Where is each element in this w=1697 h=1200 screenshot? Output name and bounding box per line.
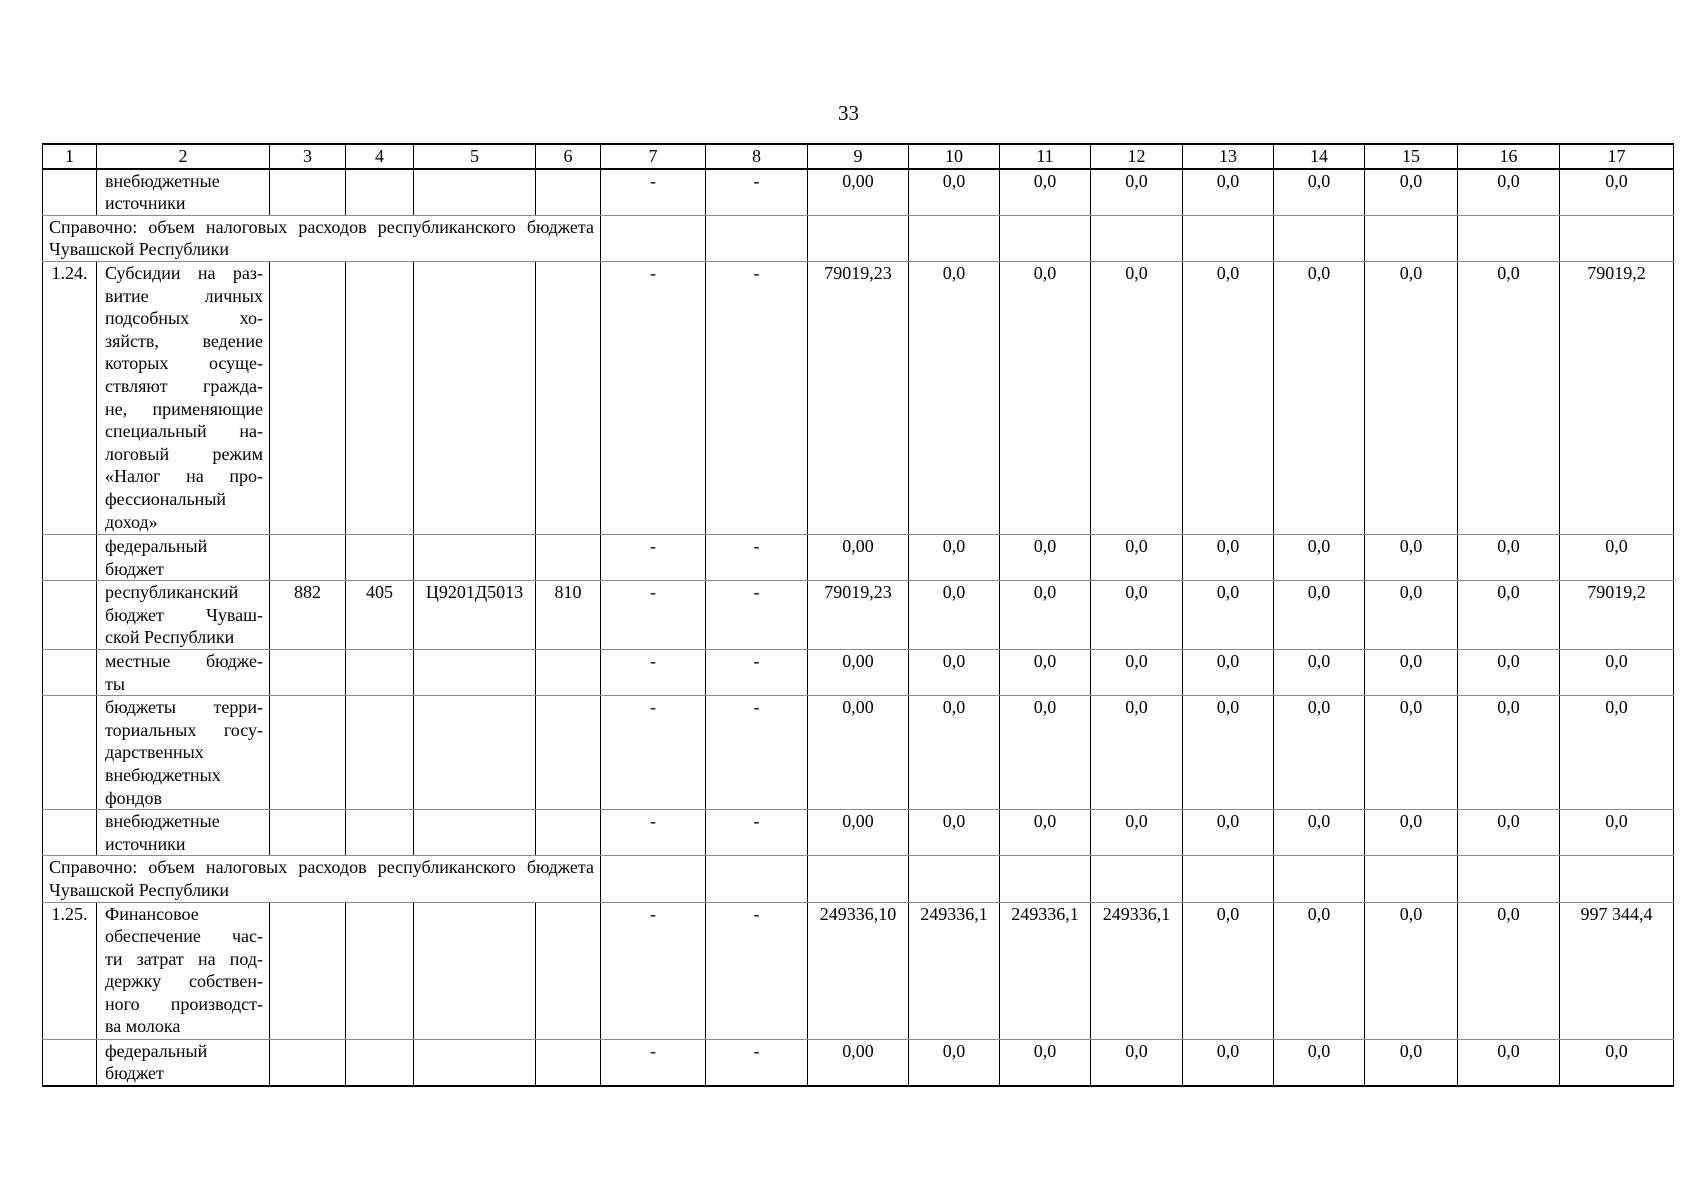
value-cell <box>414 169 536 216</box>
item-number <box>43 1039 97 1086</box>
value-cell: 0,0 <box>1091 696 1183 810</box>
page-number: 33 <box>838 101 859 125</box>
description-line: ты <box>105 673 125 694</box>
empty-cell <box>909 856 1000 902</box>
value-cell: 0,0 <box>1183 696 1274 810</box>
value-cell: 0,00 <box>808 696 909 810</box>
value-cell: 0,0 <box>1183 810 1274 856</box>
empty-cell <box>601 856 706 902</box>
column-header: 16 <box>1458 144 1560 169</box>
value-cell: - <box>706 169 808 216</box>
value-cell <box>414 534 536 580</box>
value-cell <box>270 261 346 534</box>
description-line: зяйств, ведение <box>105 330 263 351</box>
value-cell <box>270 696 346 810</box>
value-cell <box>270 534 346 580</box>
value-cell: 0,0 <box>1458 261 1560 534</box>
description-line: федеральный <box>105 1040 208 1061</box>
column-header: 6 <box>536 144 601 169</box>
column-header: 3 <box>270 144 346 169</box>
value-cell: - <box>601 696 706 810</box>
value-cell: - <box>601 810 706 856</box>
item-description <box>97 261 270 534</box>
empty-cell <box>1183 215 1274 261</box>
value-cell: - <box>601 534 706 580</box>
value-cell: 0,0 <box>1560 810 1674 856</box>
budget-table <box>42 143 1674 1087</box>
value-cell <box>536 902 601 1039</box>
value-cell <box>414 1039 536 1086</box>
value-cell <box>270 649 346 695</box>
value-cell: 0,0 <box>1183 1039 1274 1086</box>
value-cell: 0,0 <box>1365 581 1458 650</box>
value-cell: - <box>706 534 808 580</box>
value-cell: 405 <box>346 581 414 650</box>
empty-cell <box>1091 856 1183 902</box>
value-cell <box>270 902 346 1039</box>
value-cell <box>346 261 414 534</box>
description-line: ва молока <box>105 1016 181 1037</box>
value-cell: - <box>601 581 706 650</box>
value-cell: 0,0 <box>1365 169 1458 216</box>
empty-cell <box>1274 856 1365 902</box>
item-number: 1.25. <box>43 902 97 1039</box>
empty-cell <box>601 215 706 261</box>
description-line: специальный на- <box>105 421 263 442</box>
description-line: внебюджетные <box>105 170 220 191</box>
value-cell: 0,0 <box>1183 534 1274 580</box>
column-header: 15 <box>1365 144 1458 169</box>
value-cell: 0,0 <box>1183 649 1274 695</box>
table-row <box>43 696 1674 810</box>
value-cell: - <box>601 261 706 534</box>
item-number <box>43 696 97 810</box>
empty-cell <box>1000 856 1091 902</box>
description-line: внебюджетные <box>105 811 220 832</box>
value-cell: 0,0 <box>909 169 1000 216</box>
description-line: доход» <box>105 511 158 532</box>
table-row <box>43 649 1674 695</box>
value-cell: 0,0 <box>1365 810 1458 856</box>
empty-cell <box>706 215 808 261</box>
empty-cell <box>808 215 909 261</box>
value-cell <box>346 696 414 810</box>
description-line: источники <box>105 833 186 854</box>
value-cell: - <box>601 169 706 216</box>
value-cell: Ц9201Д5013 <box>414 581 536 650</box>
value-cell: 0,0 <box>1458 696 1560 810</box>
value-cell: 0,0 <box>1458 902 1560 1039</box>
value-cell: - <box>706 581 808 650</box>
value-cell: 0,0 <box>1091 1039 1183 1086</box>
description-line: витие личных <box>105 285 263 306</box>
description-line: бюджет <box>105 1063 164 1084</box>
description-line: фондов <box>105 787 162 808</box>
header-row <box>43 144 1674 169</box>
value-cell: 0,0 <box>1560 169 1674 216</box>
empty-cell <box>1458 856 1560 902</box>
value-cell: 0,0 <box>1274 169 1365 216</box>
description-line: Субсидии на раз- <box>105 262 263 283</box>
item-number: 1.24. <box>43 261 97 534</box>
value-cell: 0,0 <box>909 649 1000 695</box>
value-cell: 249336,1 <box>909 902 1000 1039</box>
empty-cell <box>1274 215 1365 261</box>
value-cell: 0,00 <box>808 534 909 580</box>
column-header: 2 <box>97 144 270 169</box>
value-cell <box>346 534 414 580</box>
value-cell: 0,0 <box>909 696 1000 810</box>
description-line: обеспечение час- <box>105 926 263 947</box>
value-cell: 0,0 <box>1091 810 1183 856</box>
value-cell: 79019,23 <box>808 261 909 534</box>
value-cell: 0,0 <box>1458 534 1560 580</box>
value-cell <box>414 261 536 534</box>
table-row <box>43 1039 1674 1086</box>
value-cell: 0,0 <box>1091 649 1183 695</box>
value-cell <box>346 169 414 216</box>
description-line: источники <box>105 193 186 214</box>
value-cell: 0,0 <box>909 810 1000 856</box>
description-line: Финансовое <box>105 903 199 924</box>
description-line: не, применяющие <box>105 398 263 419</box>
value-cell: 0,0 <box>1458 169 1560 216</box>
value-cell <box>270 810 346 856</box>
description-line: бюджет Чуваш- <box>105 604 263 625</box>
value-cell: 0,00 <box>808 810 909 856</box>
value-cell <box>536 1039 601 1086</box>
value-cell: 0,0 <box>1274 261 1365 534</box>
value-cell: 0,0 <box>1274 649 1365 695</box>
value-cell <box>414 649 536 695</box>
value-cell: 0,0 <box>1274 534 1365 580</box>
column-header: 14 <box>1274 144 1365 169</box>
empty-cell <box>1458 215 1560 261</box>
value-cell: 0,0 <box>1091 169 1183 216</box>
value-cell: 0,0 <box>1458 581 1560 650</box>
description-line: ской Республики <box>105 627 235 648</box>
value-cell <box>270 1039 346 1086</box>
description-line: ствляют гражда- <box>105 375 263 396</box>
value-cell: 0,00 <box>808 169 909 216</box>
item-description <box>97 902 270 1039</box>
value-cell: 0,0 <box>1560 1039 1674 1086</box>
value-cell: 0,0 <box>909 581 1000 650</box>
table-row <box>43 810 1674 856</box>
value-cell: 0,0 <box>1365 902 1458 1039</box>
reference-text: Справочно: объем налоговых расходов республиканского бюджета Чувашской Республики <box>43 856 601 902</box>
empty-cell <box>1183 856 1274 902</box>
value-cell: 0,00 <box>808 1039 909 1086</box>
empty-cell <box>706 856 808 902</box>
value-cell: - <box>706 696 808 810</box>
value-cell: 0,0 <box>1458 1039 1560 1086</box>
value-cell: 0,0 <box>909 261 1000 534</box>
value-cell: 0,0 <box>1274 1039 1365 1086</box>
column-header: 7 <box>601 144 706 169</box>
empty-cell <box>1091 215 1183 261</box>
value-cell: 79019,2 <box>1560 261 1674 534</box>
value-cell: 810 <box>536 581 601 650</box>
value-cell: 0,0 <box>1183 581 1274 650</box>
value-cell <box>346 902 414 1039</box>
value-cell: 0,0 <box>1458 810 1560 856</box>
value-cell <box>414 810 536 856</box>
table-row <box>43 261 1674 534</box>
value-cell: - <box>706 902 808 1039</box>
value-cell <box>346 649 414 695</box>
value-cell: 0,0 <box>1365 649 1458 695</box>
description-line: внебюджетных <box>105 764 221 785</box>
column-header: 1 <box>43 144 97 169</box>
value-cell: 0,0 <box>1365 1039 1458 1086</box>
column-header: 13 <box>1183 144 1274 169</box>
value-cell <box>536 261 601 534</box>
value-cell: 249336,10 <box>808 902 909 1039</box>
column-header: 11 <box>1000 144 1091 169</box>
empty-cell <box>1560 215 1674 261</box>
item-description <box>97 581 270 650</box>
value-cell: 0,0 <box>1274 581 1365 650</box>
description-line: «Налог на про- <box>105 466 263 487</box>
reference-text: Справочно: объем налоговых расходов республиканского бюджета Чувашской Республики <box>43 215 601 261</box>
value-cell: 0,0 <box>1274 902 1365 1039</box>
item-description <box>97 810 270 856</box>
value-cell: 882 <box>270 581 346 650</box>
value-cell: 0,0 <box>1000 261 1091 534</box>
value-cell <box>536 696 601 810</box>
value-cell: 0,0 <box>1274 810 1365 856</box>
description-line: ти затрат на под- <box>105 948 263 969</box>
column-header: 10 <box>909 144 1000 169</box>
value-cell <box>414 902 536 1039</box>
description-line: местные бюдже- <box>105 650 263 671</box>
table-row <box>43 581 1674 650</box>
value-cell: - <box>706 649 808 695</box>
value-cell: 0,0 <box>1365 261 1458 534</box>
item-number <box>43 169 97 216</box>
description-line: бюджет <box>105 558 164 579</box>
value-cell <box>536 534 601 580</box>
value-cell: 0,0 <box>1000 169 1091 216</box>
column-header: 12 <box>1091 144 1183 169</box>
description-line: подсобных хо- <box>105 308 263 329</box>
value-cell: 0,0 <box>1000 649 1091 695</box>
value-cell: 0,0 <box>1560 534 1674 580</box>
value-cell: 0,0 <box>1183 902 1274 1039</box>
value-cell: 0,0 <box>1000 581 1091 650</box>
value-cell <box>346 1039 414 1086</box>
value-cell: - <box>601 649 706 695</box>
table-row <box>43 902 1674 1039</box>
table-row <box>43 534 1674 580</box>
value-cell: - <box>706 810 808 856</box>
empty-cell <box>1365 215 1458 261</box>
description-line: бюджеты терри- <box>105 697 263 718</box>
value-cell: 0,0 <box>1183 169 1274 216</box>
column-header: 8 <box>706 144 808 169</box>
value-cell: 0,0 <box>1365 534 1458 580</box>
column-header: 17 <box>1560 144 1674 169</box>
item-number <box>43 810 97 856</box>
item-description <box>97 649 270 695</box>
empty-cell <box>1365 856 1458 902</box>
value-cell: 0,0 <box>1274 696 1365 810</box>
item-number <box>43 581 97 650</box>
value-cell: 997 344,4 <box>1560 902 1674 1039</box>
description-line: логовый режим <box>105 443 263 464</box>
description-line: держку собствен- <box>105 971 263 992</box>
item-description <box>97 696 270 810</box>
column-header: 5 <box>414 144 536 169</box>
value-cell: 0,0 <box>909 1039 1000 1086</box>
description-line: фессиональный <box>105 488 227 509</box>
value-cell: 0,0 <box>1000 1039 1091 1086</box>
value-cell <box>414 696 536 810</box>
empty-cell <box>1000 215 1091 261</box>
description-line: федеральный <box>105 535 208 556</box>
item-description <box>97 534 270 580</box>
description-line: дарственных <box>105 742 204 763</box>
value-cell: 0,0 <box>909 534 1000 580</box>
value-cell: 0,0 <box>1000 696 1091 810</box>
item-number <box>43 534 97 580</box>
reference-row <box>43 215 1674 261</box>
value-cell: 0,0 <box>1000 534 1091 580</box>
description-line: ториальных госу- <box>105 719 263 740</box>
table-row <box>43 169 1674 216</box>
value-cell <box>536 169 601 216</box>
value-cell: 249336,1 <box>1091 902 1183 1039</box>
value-cell <box>536 810 601 856</box>
value-cell: 0,0 <box>1091 261 1183 534</box>
empty-cell <box>909 215 1000 261</box>
value-cell: 0,0 <box>1365 696 1458 810</box>
value-cell: 79019,23 <box>808 581 909 650</box>
value-cell: 0,0 <box>1000 810 1091 856</box>
column-header: 4 <box>346 144 414 169</box>
value-cell: - <box>601 902 706 1039</box>
value-cell: - <box>706 1039 808 1086</box>
empty-cell <box>1560 856 1674 902</box>
description-line: ного производст- <box>105 993 263 1014</box>
value-cell: 0,0 <box>1458 649 1560 695</box>
value-cell: - <box>706 261 808 534</box>
value-cell: - <box>601 1039 706 1086</box>
column-header: 9 <box>808 144 909 169</box>
value-cell: 79019,2 <box>1560 581 1674 650</box>
item-number <box>43 649 97 695</box>
value-cell <box>346 810 414 856</box>
value-cell: 249336,1 <box>1000 902 1091 1039</box>
empty-cell <box>808 856 909 902</box>
value-cell: 0,0 <box>1560 696 1674 810</box>
item-description <box>97 1039 270 1086</box>
value-cell: 0,0 <box>1091 581 1183 650</box>
value-cell: 0,0 <box>1560 649 1674 695</box>
description-line: которых осуще- <box>105 353 263 374</box>
value-cell: 0,0 <box>1183 261 1274 534</box>
value-cell <box>536 649 601 695</box>
value-cell: 0,00 <box>808 649 909 695</box>
item-description <box>97 169 270 216</box>
reference-row <box>43 856 1674 902</box>
value-cell: 0,0 <box>1091 534 1183 580</box>
description-line: республиканский <box>105 582 239 603</box>
value-cell <box>270 169 346 216</box>
